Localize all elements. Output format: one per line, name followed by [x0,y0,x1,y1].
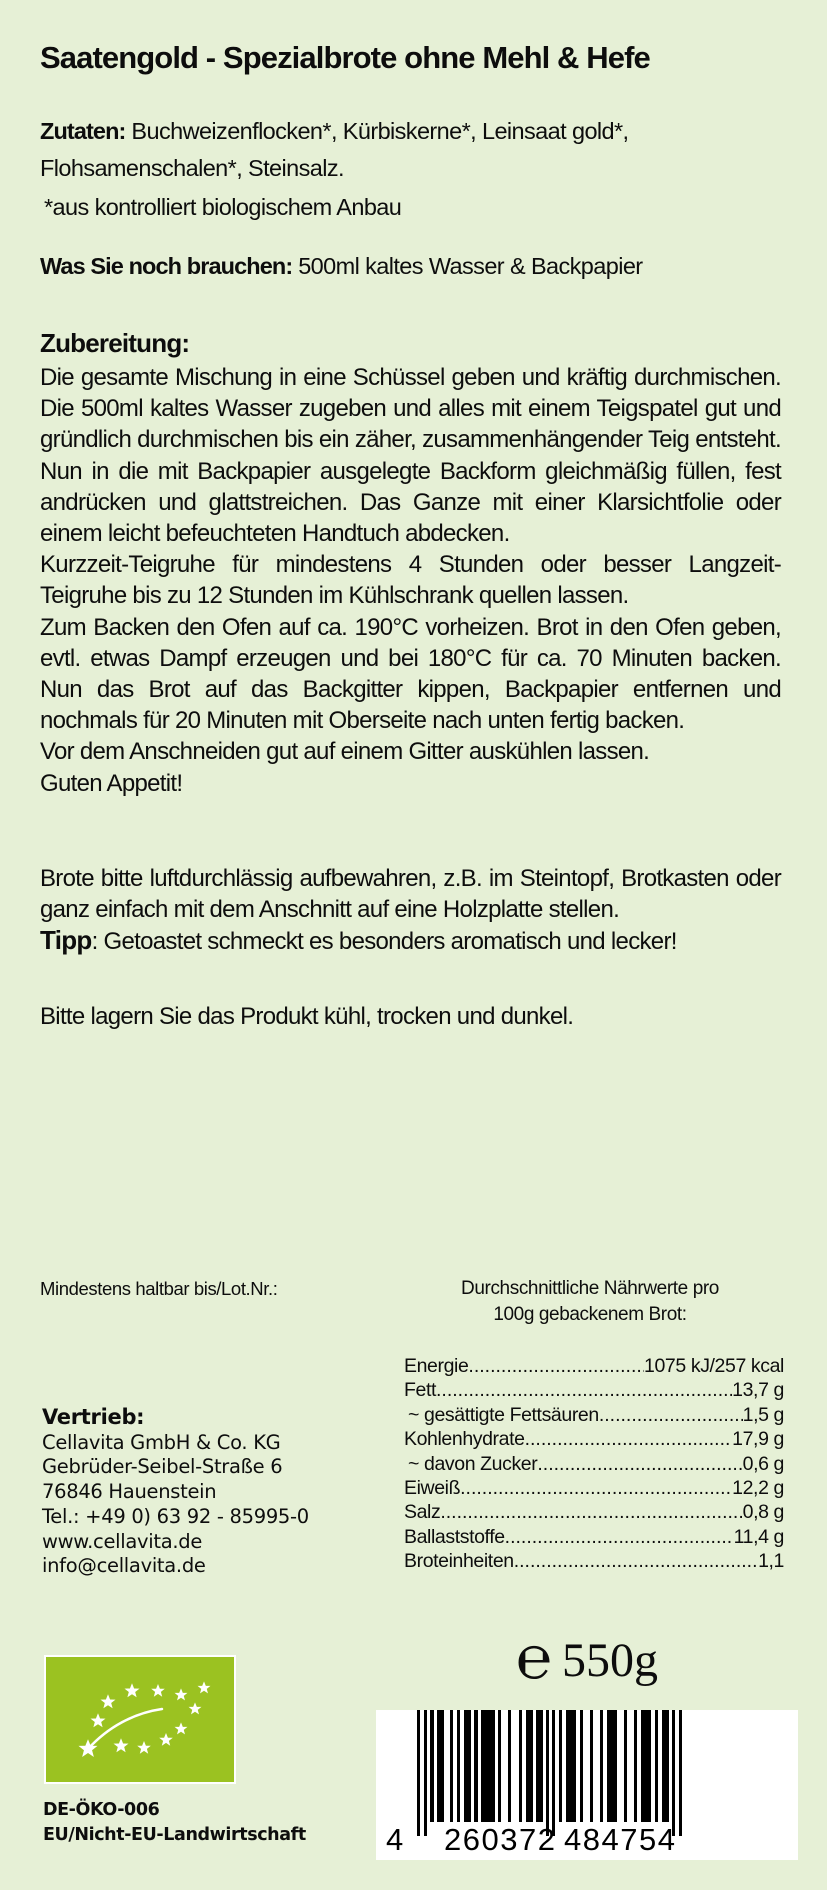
nutrition-header-line2: 100g gebackenem Brot: [493,1304,687,1325]
needs-section [40,248,780,285]
storage-section [40,863,781,958]
distributor-phone: Tel.: +49 0) 63 92 - 85995-0 [42,1504,309,1528]
nutrition-label: Kohlenhydrate [404,1428,525,1451]
net-weight [516,1625,659,1691]
nutrition-value: 0,8 g [742,1501,784,1524]
eu-organic-leaf-icon [46,1657,234,1782]
tip-label: Tipp [40,925,92,956]
nutrition-table [404,1354,784,1574]
needs-text: 500ml kaltes Wasser & Backpapier [298,253,643,279]
distributor-street: Gebrüder-Seibel-Straße 6 [42,1455,283,1479]
organic-certification [43,1798,306,1848]
tip-text: : Getoastet schmeckt es besonders aromatisch und lecker! [91,928,677,956]
preparation-closing: Guten Appetit! [40,769,183,797]
needs-label: Was Sie noch brauchen: [40,253,293,279]
distributor-website[interactable]: www.cellavita.de [42,1529,203,1553]
ingredients-text: Buchweizenflocken*, Kürbiskerne*, Leinsaat gold*, Flohsamenschalen*, Steinsalz. [40,118,629,181]
nutrition-value: 13,7 g [732,1379,784,1402]
nutrition-label: Salz [404,1501,441,1524]
ean-barcode [376,1710,798,1860]
nutrition-value: 17,9 g [732,1428,784,1451]
distributor-block [42,1405,309,1579]
weight-value: 550g [562,1634,659,1687]
nutrition-label: ~ davon Zucker [408,1452,538,1475]
nutrition-row [404,1476,784,1500]
distributor-city: 76846 Hauenstein [42,1480,217,1504]
distributor-email[interactable]: info@cellavita.de [42,1554,206,1578]
nutrition-row [404,1549,784,1573]
barcode-first-digit: 4 [386,1822,405,1857]
nutrition-row [404,1354,784,1378]
nutrition-row [404,1500,784,1524]
nutrition-row [404,1403,784,1427]
organic-origin: EU/Nicht-EU-Landwirtschaft [43,1825,306,1845]
storage-keep: Bitte lagern Sie das Produkt kühl, trocken und dunkel. [40,1003,574,1030]
eu-organic-logo [44,1655,236,1784]
distributor-label: Vertrieb: [42,1405,145,1429]
distributor-company: Cellavita GmbH & Co. KG [42,1430,281,1454]
nutrition-row [404,1378,784,1402]
nutrition-label: Broteinheiten [404,1550,514,1573]
nutrition-row [404,1427,784,1451]
nutrition-row [404,1525,784,1549]
nutrition-value: 1,1 [758,1550,784,1573]
preparation-heading: Zubereitung: [40,328,190,358]
nutrition-header-line1: Durchschnittliche Nährwerte pro [461,1278,719,1299]
ingredients-label: Zutaten: [40,118,126,144]
nutrition-label: Eiweiß [404,1477,461,1500]
estimated-sign-icon: ℮ [516,1625,553,1691]
nutrition-row [404,1452,784,1476]
barcode-left-group: 260372 [444,1822,557,1857]
preparation-paragraph: Zum Backen den Ofen auf ca. 190°C vorheizen. Brot in den Ofen geben, evtl. etwas Dampf erzeugen und bei 180°C für ca. 70 Minuten backen. Nun das Brot auf das Backgitter kippen, Backpapier entfernen und nochmals für 20 Minuten mit Oberseite nach unten fertig backen. [40,613,781,735]
nutrition-label: ~ gesättigte Fettsäuren [408,1403,599,1426]
preparation-paragraph: Die gesamte Mischung in eine Schüssel geben und kräftig durchmischen. Die 500ml kaltes Wasser zugeben und alles mit einem Teigspatel gut und gründlich durchmischen bis ein zäher, zusammenhängender Teig entsteht. Nun in die mit Backpapier ausgelegte Backform gleichmäßig füllen, fest andrücken und glattstreichen. Das Ganze mit einer Klarsichtfolie oder einem leicht befeuchteten Handtuch abdecken. [40,364,781,548]
ingredients-section [40,113,780,187]
nutrition-header [405,1276,775,1328]
organic-control-code: DE-ÖKO-006 [43,1800,160,1820]
preparation-paragraph: Vor dem Anschneiden gut auf einem Gitter auskühlen lassen. [40,738,650,766]
nutrition-value: 1,5 g [742,1403,784,1426]
nutrition-value: 0,6 g [742,1452,784,1475]
best-before-label: Mindestens haltbar bis/Lot.Nr.: [40,1278,278,1299]
nutrition-label: Ballaststoffe [404,1525,505,1548]
organic-note: *aus kontrolliert biologischem Anbau [44,194,402,220]
nutrition-label: Energie [404,1355,469,1377]
product-title: Saatengold - Spezialbrote ohne Mehl & Hefe [40,40,650,75]
tip-line [40,925,781,957]
nutrition-value: 11,4 g [733,1525,784,1548]
preparation-section [40,324,781,799]
nutrition-value: 12,2 g [732,1477,784,1500]
nutrition-value: 1075 kJ/257 kcal [644,1355,784,1377]
storage-text: Brote bitte luftdurchlässig aufbewahren, z.B. im Steintopf, Brotkasten oder ganz einfach mit dem Anschnitt auf eine Holzplatte stellen. [40,865,781,924]
barcode-right-group: 484754 [564,1822,677,1857]
nutrition-label: Fett [404,1379,436,1402]
preparation-paragraph: Kurzzeit-Teigruhe für mindestens 4 Stunden oder besser Langzeit-Teigruhe bis zu 12 Stunden im Kühlschrank quellen lassen. [40,551,781,610]
